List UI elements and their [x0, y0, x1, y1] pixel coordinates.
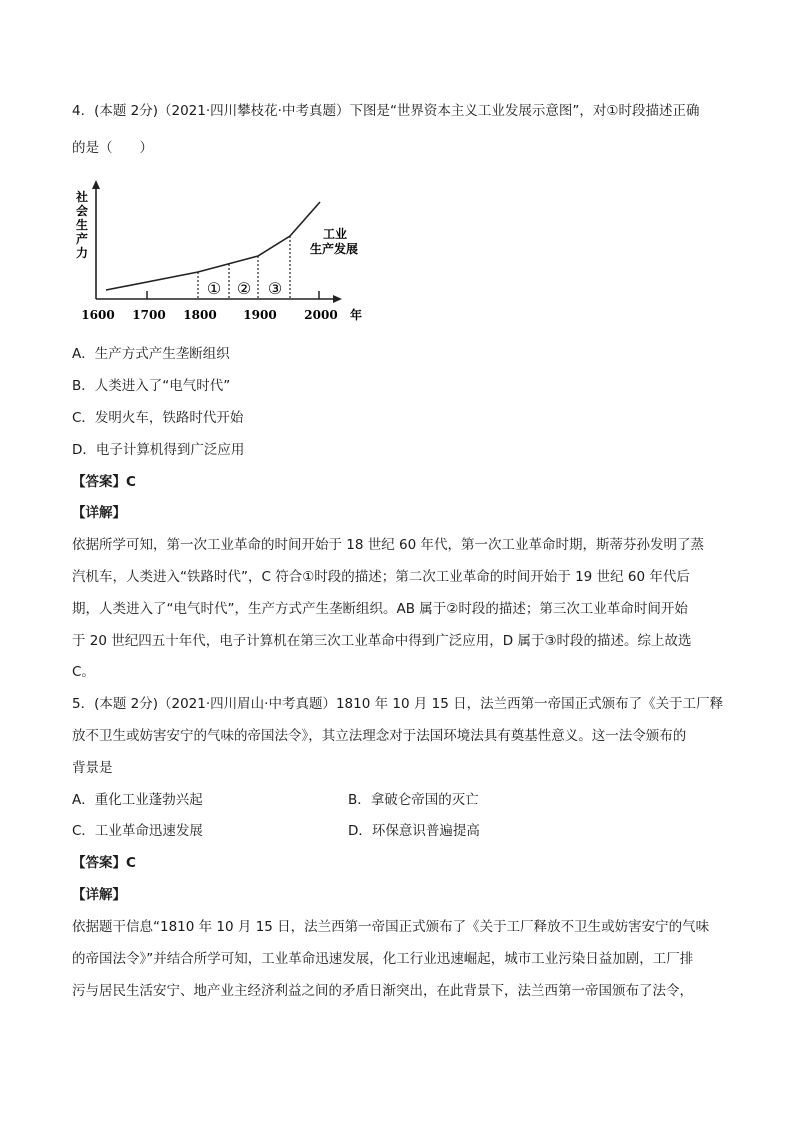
q4-stem-line2: 的是（ ） — [72, 140, 153, 156]
period-label-1: ① — [206, 279, 222, 298]
y-label-char: 社 — [75, 190, 89, 204]
q5-detail-line: 污与居民生活安宁、地产业主经济利益之间的矛盾日渐突出，在此背景下，法兰西第一帝国颁布了法令， — [72, 983, 693, 999]
industrial-development-chart — [72, 178, 372, 326]
series-label-line2: 生产发展 — [309, 242, 359, 256]
q4-option-d: D．电子计算机得到广泛应用 — [72, 442, 245, 458]
x-tick-label: 1900 — [243, 308, 277, 322]
q5-answer: 【答案】C — [72, 855, 136, 871]
q4-option-c: C．发明火车，铁路时代开始 — [72, 410, 244, 426]
x-tick-label: 1700 — [132, 308, 166, 322]
period-label-2: ② — [236, 279, 252, 298]
y-label-char: 会 — [75, 204, 89, 218]
q4-detail-line: 汽机车，人类进入“铁路时代”，C 符合①时段的描述；第二次工业革命的时间开始于 19 世纪 60 年代后 — [72, 569, 690, 585]
x-tick-label: 2000 — [304, 308, 338, 322]
industry-curve — [106, 202, 320, 290]
x-tick-label: 1800 — [183, 308, 217, 322]
x-tick-label: 1600 — [81, 308, 115, 322]
q4-detail-line: 期，人类进入了“电气时代”，生产方式产生垄断组织。AB 属于②时段的描述；第三次工业革命时间开始 — [72, 601, 688, 617]
q5-detail-title: 【详解】 — [72, 887, 126, 903]
q5-stem-line3: 背景是 — [72, 760, 113, 776]
x-unit-label: 年 — [349, 308, 363, 322]
q5-option-b: B．拿破仑帝国的灭亡 — [348, 792, 479, 808]
series-label-line1: 工业 — [322, 227, 348, 241]
q5-detail-line: 依据题干信息“1810 年 10 月 15 日，法兰西第一帝国正式颁布了《关于工厂释放不卫生或妨害安宁的气味 — [72, 919, 710, 935]
q5-option-c: C．工业革命迅速发展 — [72, 823, 203, 839]
q4-option-a: A．生产方式产生垄断组织 — [72, 346, 230, 362]
q5-stem-line2: 放不卫生或妨害安宁的气味的帝国法令》，其立法理念对于法国环境法具有奠基性意义。这一法令颁布的 — [72, 728, 687, 744]
q5-option-a: A．重化工业蓬勃兴起 — [72, 792, 203, 808]
q5-option-d: D．环保意识普遍提高 — [348, 823, 480, 839]
q4-detail-title: 【详解】 — [72, 505, 126, 521]
y-label-char: 生 — [75, 218, 89, 232]
x-axis-arrow — [333, 295, 342, 303]
q4-detail-line: C。 — [72, 664, 95, 680]
q4-detail-line: 依据所学可知，第一次工业革命的时间开始于 18 世纪 60 年代，第一次工业革命时期，斯蒂芬孙发明了蒸 — [72, 537, 705, 553]
q4-stem-line1: 4．(本题 2分)（2021·四川攀枝花·中考真题）下图是“世界资本主义工业发展示意图”，对①时段描述正确 — [72, 103, 700, 119]
q5-stem-line1: 5．(本题 2分)（2021·四川眉山·中考真题）1810 年 10 月 15 日，法兰西第一帝国正式颁布了《关于工厂释 — [72, 696, 724, 712]
y-label-char: 产 — [75, 232, 89, 246]
q5-detail-line: 的帝国法令》”并结合所学可知，工业革命迅速发展，化工行业迅速崛起，城市工业污染日益加剧，工厂排 — [72, 951, 694, 967]
y-axis-arrow — [92, 180, 100, 189]
q4-answer: 【答案】C — [72, 474, 136, 490]
period-label-3: ③ — [267, 279, 283, 298]
y-label-char: 力 — [75, 246, 89, 260]
q4-detail-line: 于 20 世纪四五十年代，电子计算机在第三次工业革命中得到广泛应用，D 属于③时段的描述。综上故选 — [72, 633, 692, 649]
q4-option-b: B．人类进入了“电气时代” — [72, 378, 231, 394]
